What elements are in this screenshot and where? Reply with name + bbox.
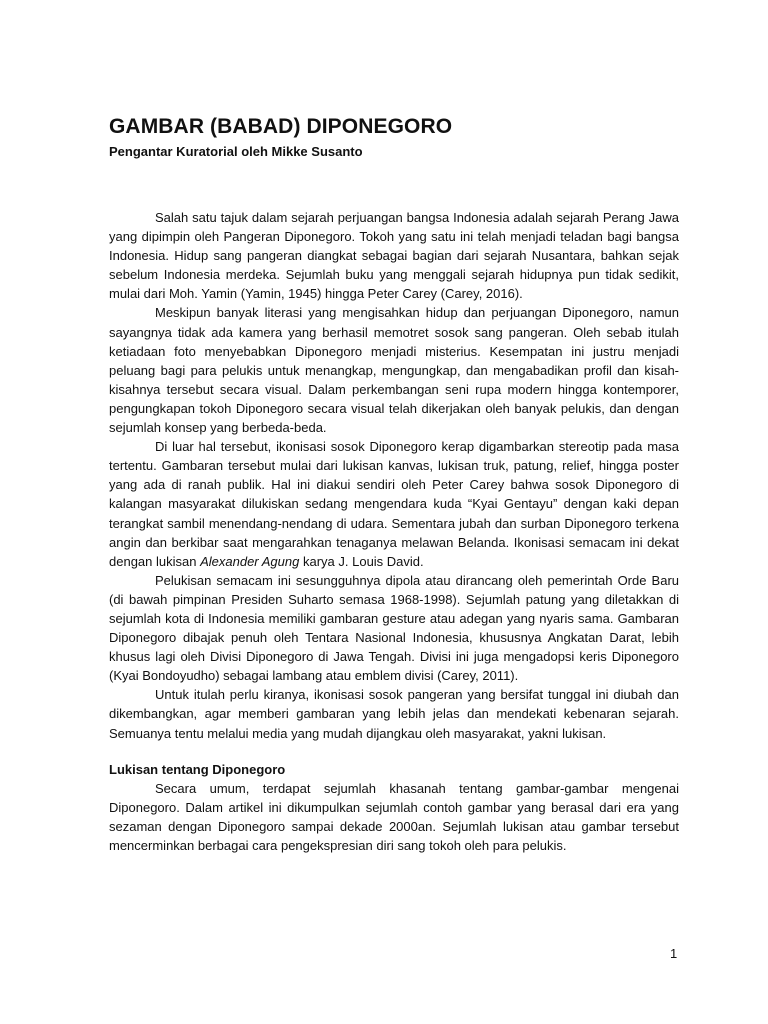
paragraph-3-text: Di luar hal tersebut, ikonisasi sosok Diponegoro kerap digambarkan stereotip pada masa tertentu. Gambaran tersebut mulai dari lukisan kanvas, lukisan truk, patung, relief, hingga poster yang ada di ranah publik. Hal ini diakui sendiri oleh Peter Carey bahwa sosok Diponegoro di kalangan masyarakat dilukiskan sedang mengendara kuda “Kyai Gentayu” dengan kaki depan terangkat sambil menendang-nendang di udara. Sementara jubah dan surban Diponegoro terkena angin dan berkibar saat mengarahkan tenaganya melawan Belanda. Ikonisasi semacam ini dekat dengan lukisan <box>109 439 679 569</box>
paragraph-1: Salah satu tajuk dalam sejarah perjuangan bangsa Indonesia adalah sejarah Perang Jawa yang dipimpin oleh Pangeran Diponegoro. Tokoh yang satu ini telah menjadi teladan bagi bangsa Indonesia. Hidup sang pangeran diangkat sebagai bagian dari sejarah Nusantara, bahkan sejak sebelum Indonesia merdeka. Sejumlah buku yang menggali sejarah hidupnya pun tidak sedikit, mulai dari Moh. Yamin (Yamin, 1945) hingga Peter Carey (Carey, 2016). <box>109 210 679 302</box>
paragraph-3-tail: karya J. Louis David. <box>302 553 424 569</box>
document-title: GAMBAR (BABAD) DIPONEGORO <box>109 115 453 138</box>
paragraph-2: Meskipun banyak literasi yang mengisahkan hidup dan perjuangan Diponegoro, namun sayangnya tidak ada kamera yang berhasil memotret sosok sang pangeran. Oleh sebab itulah ketiadaan foto menyebabkan Diponegoro menjadi misterius. Kesempatan ini justru menjadi peluang bagi para pelukis untuk menangkap, mengungkap, dan mengabadikan profil dan kisah-kisahnya tersebut secara visual. Dalam perkembangan seni rupa modern hingga kontemporer, pengungkapan tokoh Diponegoro secara visual telah dikerjakan oleh banyak pelukis, dan dengan sejumlah konsep yang berbeda-beda. <box>109 305 679 436</box>
page-number: 1 <box>670 946 678 961</box>
paragraph-4: Pelukisan semacam ini sesungguhnya dipola atau dirancang oleh pemerintah Orde Baru (di bawah pimpinan Presiden Suharto semasa 1968-1998). Sejumlah patung yang diletakkan di sejumlah kota di Indonesia memiliki gambaran gesture atau adegan yang nyaris sama. Gambaran Diponegoro dibajak penuh oleh Tentara Nasional Indonesia, khususnya Angkatan Darat, lebih khusus lagi oleh Divisi Diponegoro di Jawa Tengah. Divisi ini juga mengadopsi keris Diponegoro (Kyai Bondoyudho) sebagai lambang atau emblem divisi (Carey, 2011). <box>109 572 679 684</box>
paragraph-3-italic: Alexander Agung <box>200 553 300 569</box>
paragraph-3 <box>109 437 679 571</box>
document-body <box>109 208 679 855</box>
document-subtitle: Pengantar Kuratorial oleh Mikke Susanto <box>109 144 363 159</box>
section-heading: Lukisan tentang Diponegoro <box>109 761 286 777</box>
section-paragraph: Secara umum, terdapat sejumlah khasanah tentang gambar-gambar mengenai Diponegoro. Dalam artikel ini dikumpulkan sejumlah contoh gambar yang berasal dari era yang sezaman dengan Diponegoro sampai dekade 2000an. Sejumlah lukisan atau gambar tersebut mencerminkan berbagai cara pengekspresian diri sang tokoh oleh para pelukis. <box>109 780 679 853</box>
paragraph-5: Untuk itulah perlu kiranya, ikonisasi sosok pangeran yang bersifat tunggal ini diubah dan dikembangkan, agar memberi gambaran yang lebih jelas dan mendekati kebenaran sejarah. Semuanya tentu melalui media yang mudah dijangkau oleh masyarakat, yakni lukisan. <box>109 687 679 741</box>
